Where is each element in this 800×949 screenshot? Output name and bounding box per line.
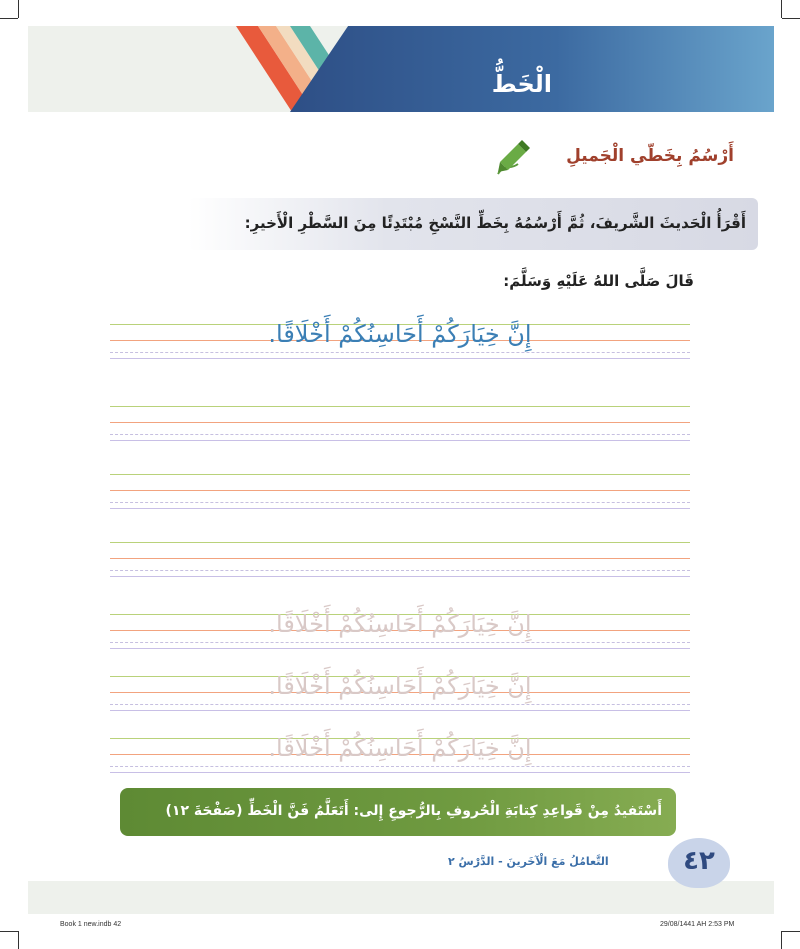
guide-line	[110, 570, 690, 571]
crop-mark	[0, 931, 18, 932]
guide-line	[110, 434, 690, 435]
instruction-text: أَقْرَأُ الْحَديثَ الشَّريفَ، ثُمَّ أَرْسُمُهُ بِخَطِّ النَّسْخِ مُبْتَدِئًا مِنَ السَّطْرِ الْأَخيرِ:	[244, 214, 746, 232]
trace-sentence: إِنَّ خِيَارَكُمْ أَحَاسِنُكُمْ أَخْلَاقًا.	[268, 672, 532, 700]
writing-line[interactable]	[110, 316, 690, 358]
guide-line	[110, 648, 690, 649]
workbook-page	[28, 26, 774, 914]
writing-line[interactable]	[110, 534, 690, 576]
trace-sentence: إِنَّ خِيَارَكُمْ أَحَاسِنُكُمْ أَخْلَاقًا.	[268, 734, 532, 762]
page-header	[28, 26, 774, 112]
page-title: الْخَطُّ	[491, 70, 552, 98]
guide-line	[110, 422, 690, 423]
guide-line	[110, 508, 690, 509]
guide-line	[110, 704, 690, 705]
guide-line	[110, 576, 690, 577]
crop-mark	[18, 0, 19, 18]
guide-line	[110, 358, 690, 359]
hadith-intro: قَالَ صَلَّى اللهُ عَلَيْهِ وَسَلَّمَ:	[503, 272, 694, 290]
writing-line[interactable]	[110, 398, 690, 440]
crop-mark	[782, 18, 800, 19]
crop-mark	[18, 931, 19, 949]
writing-line[interactable]	[110, 466, 690, 508]
tip-text: أَسْتَفيدُ مِنْ قَواعِدِ كِتابَةِ الْحُروفِ بِالرُّجوعِ إِلى: أَتَعَلَّمُ فَنَّ الْخَطِّ (صَفْحَةَ ١٢)	[165, 803, 662, 819]
guide-line	[110, 542, 690, 543]
section-subtitle: أَرْسُمُ بِخَطّي الْجَميلِ	[566, 146, 734, 166]
footer-band	[28, 881, 774, 914]
writing-line[interactable]	[110, 606, 690, 648]
guide-line	[110, 352, 690, 353]
page-number-badge	[668, 838, 730, 888]
guide-line	[110, 766, 690, 767]
handwriting-area[interactable]	[110, 316, 690, 776]
guide-line	[110, 406, 690, 407]
guide-line	[110, 558, 690, 559]
instruction-box	[188, 198, 758, 250]
lesson-label: التَّعامُلُ مَعَ الْآخَرينَ - الدَّرْسُ ٢	[448, 855, 609, 868]
guide-line	[110, 490, 690, 491]
header-blue-band	[290, 26, 774, 112]
pen-icon	[488, 134, 534, 180]
page-number: ٤٢	[683, 846, 715, 876]
crop-mark	[781, 931, 782, 949]
guide-line	[110, 710, 690, 711]
guide-line	[110, 474, 690, 475]
model-sentence: إِنَّ خِيَارَكُمْ أَحَاسِنُكُمْ أَخْلَاقًا.	[268, 320, 532, 348]
guide-line	[110, 642, 690, 643]
print-slug-right: 29/08/1441 AH 2:53 PM	[660, 921, 735, 928]
tip-banner	[120, 788, 676, 836]
guide-line	[110, 772, 690, 773]
crop-mark	[782, 931, 800, 932]
guide-line	[110, 440, 690, 441]
crop-mark	[0, 18, 18, 19]
print-slug-left: Book 1 new.indb 42	[60, 921, 122, 928]
trace-sentence: إِنَّ خِيَارَكُمْ أَحَاسِنُكُمْ أَخْلَاقًا.	[268, 610, 532, 638]
crop-mark	[781, 0, 782, 18]
writing-line[interactable]	[110, 668, 690, 710]
guide-line	[110, 502, 690, 503]
writing-line[interactable]	[110, 730, 690, 772]
